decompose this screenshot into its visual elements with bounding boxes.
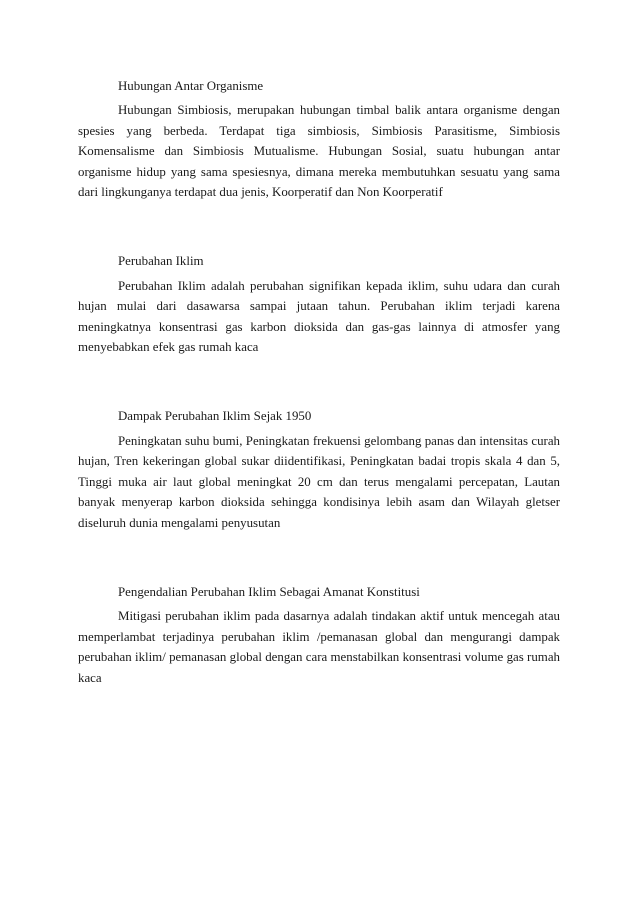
section-perubahan-iklim: [78, 251, 560, 357]
section-heading: Hubungan Antar Organisme: [118, 79, 264, 93]
section-heading: Pengendalian Perubahan Iklim Sebagai Amanat Konstitusi: [118, 584, 420, 599]
section-dampak-perubahan-iklim: [78, 406, 560, 532]
section-paragraph: Mitigasi perubahan iklim pada dasarnya adalah tindakan aktif untuk mencegah atau memperlambat terjadinya perubahan iklim /pemanasan global dan mengurangi dampak perubahan iklim/ pemanasan global dengan cara menstabilkan konsentrasi volume gas rumah kaca: [78, 609, 560, 685]
document-body: [78, 76, 560, 737]
section-paragraph: Perubahan Iklim adalah perubahan signifikan kepada iklim, suhu udara dan curah hujan mulai dari dasawarsa sampai jutaan tahun. Perubahan iklim terjadi karena meningkatnya konsentrasi gas karbon dioksida dan gas-gas lainnya di atmosfer yang menyebabkan efek gas rumah kaca: [78, 278, 560, 355]
section-hubungan-antar-organisme: [78, 76, 560, 202]
section-heading: Dampak Perubahan Iklim Sejak 1950: [118, 409, 312, 424]
section-heading: Perubahan Iklim: [118, 254, 204, 269]
section-pengendalian-perubahan-iklim: [78, 582, 560, 688]
section-paragraph: Hubungan Simbiosis, merupakan hubungan timbal balik antara organisme dengan spesies yang berbeda. Terdapat tiga simbiosis, Simbiosis Parasitisme, Simbiosis Komensalisme dan Simbiosis Mutualisme. Hubungan Sosial, suatu hubungan antar organisme hidup yang sama spesiesnya, dimana mereka membutuhkan sesuatu yang sama dari lingkunganya terdapat dua jenis, Koorperatif dan Non Koorperatif: [78, 103, 560, 200]
section-paragraph: Peningkatan suhu bumi, Peningkatan frekuensi gelombang panas dan intensitas curah hujan, Tren kekeringan global sukar diidentifikasi, Peningkatan badai tropis skala 4 dan 5, Tinggi muka air laut global meningkat 20 cm dan terus mengalami percepatan, Lautan banyak menyerap karbon dioksida sehingga kondisinya lebih asam dan Wilayah gletser diseluruh dunia mengalami penyusutan: [78, 433, 560, 530]
